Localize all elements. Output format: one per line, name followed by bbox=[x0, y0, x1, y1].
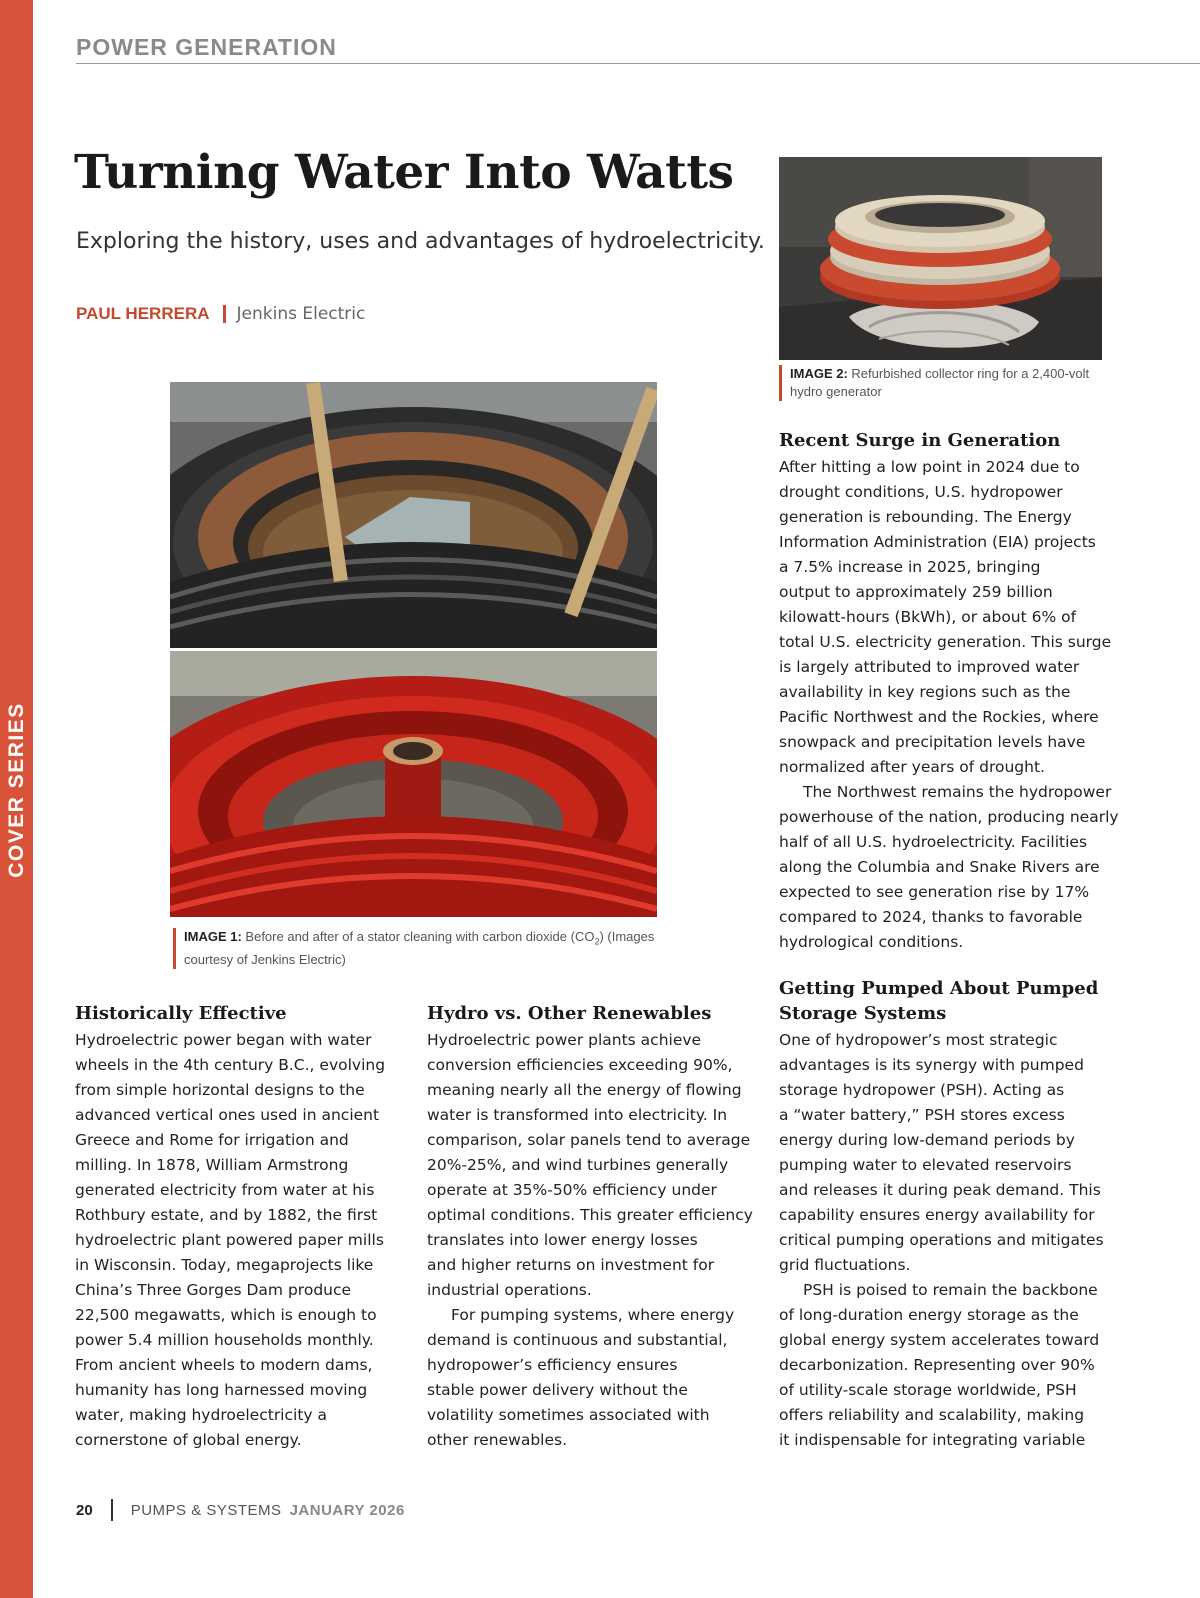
byline-divider bbox=[223, 305, 226, 323]
section-body-pumped-storage bbox=[779, 1028, 1104, 1453]
section-heading-historically-effective: Historically Effective bbox=[75, 1003, 287, 1024]
body-line: along the Columbia and Snake Rivers are bbox=[779, 858, 1100, 876]
body-line: From ancient wheels to modern dams, bbox=[75, 1356, 373, 1374]
page-footer bbox=[76, 1499, 405, 1521]
image1-caption bbox=[173, 928, 673, 969]
body-line: generation is rebounding. The Energy bbox=[779, 508, 1072, 526]
side-label: COVER SERIES bbox=[5, 702, 28, 878]
body-line: expected to see generation rise by 17% bbox=[779, 883, 1090, 901]
body-line: cornerstone of global energy. bbox=[75, 1431, 302, 1449]
body-line: wheels in the 4th century B.C., evolving bbox=[75, 1056, 386, 1074]
author-name: PAUL HERRERA bbox=[76, 304, 210, 323]
body-line: of long-duration energy storage as the bbox=[779, 1306, 1079, 1324]
section-body-hydro-vs-renewables bbox=[427, 1028, 753, 1453]
body-line: snowpack and precipitation levels have bbox=[779, 733, 1086, 751]
image2-caption-line1: Refurbished collector ring for a 2,400-volt bbox=[851, 366, 1090, 381]
body-line: comparison, solar panels tend to average bbox=[427, 1131, 751, 1149]
body-line: decarbonization. Representing over 90% bbox=[779, 1356, 1095, 1374]
body-line: of utility-scale storage worldwide, PSH bbox=[779, 1381, 1077, 1399]
author-company: Jenkins Electric bbox=[236, 304, 366, 324]
body-line: total U.S. electricity generation. This surge bbox=[779, 633, 1112, 651]
body-line: kilowatt-hours (BkWh), or about 6% of bbox=[779, 608, 1077, 626]
body-line: hydroelectric plant powered paper mills bbox=[75, 1231, 384, 1249]
article-subtitle: Exploring the history, uses and advantages of hydroelectricity. bbox=[76, 229, 765, 254]
heading-line: Getting Pumped About Pumped bbox=[779, 978, 1099, 999]
body-line: powerhouse of the nation, producing nearly bbox=[779, 808, 1119, 826]
body-line: hydrological conditions. bbox=[779, 933, 964, 951]
byline bbox=[76, 304, 365, 324]
body-line: 20%-25%, and wind turbines generally bbox=[427, 1156, 729, 1174]
body-line: storage hydropower (PSH). Acting as bbox=[779, 1081, 1065, 1099]
heading-line: Storage Systems bbox=[779, 1003, 947, 1024]
body-line: availability in key regions such as the bbox=[779, 683, 1071, 701]
body-line: milling. In 1878, William Armstrong bbox=[75, 1156, 349, 1174]
body-line: PSH is poised to remain the backbone bbox=[803, 1281, 1098, 1299]
body-line: from simple horizontal designs to the bbox=[75, 1081, 365, 1099]
page-number: 20 bbox=[76, 1501, 93, 1519]
stator-after-photo bbox=[170, 651, 657, 917]
body-line: advanced vertical ones used in ancient bbox=[75, 1106, 380, 1124]
section-body-recent-surge bbox=[779, 455, 1119, 955]
body-line: Rothbury estate, and by 1882, the first bbox=[75, 1206, 378, 1224]
section-heading-recent-surge: Recent Surge in Generation bbox=[779, 430, 1061, 451]
body-line: Information Administration (EIA) projects bbox=[779, 533, 1096, 551]
body-line: translates into lower energy losses bbox=[427, 1231, 698, 1249]
body-line: energy during low-demand periods by bbox=[779, 1131, 1075, 1149]
body-line: half of all U.S. hydroelectricity. Facilities bbox=[779, 833, 1088, 851]
footer-divider bbox=[111, 1499, 113, 1521]
image1-caption-line1: Before and after of a stator cleaning with carbon dioxide (CO bbox=[245, 929, 595, 944]
body-line: Hydroelectric power plants achieve bbox=[427, 1031, 702, 1049]
body-line: it indispensable for integrating variable bbox=[779, 1431, 1086, 1449]
body-line: operate at 35%-50% efficiency under bbox=[427, 1181, 717, 1199]
body-line: optimal conditions. This greater efficiency bbox=[427, 1206, 753, 1224]
body-line: capability ensures energy availability for bbox=[779, 1206, 1095, 1224]
section-body-historically-effective bbox=[75, 1028, 385, 1453]
body-line: Pacific Northwest and the Rockies, where bbox=[779, 708, 1099, 726]
section-rule bbox=[76, 63, 1200, 64]
body-line: offers reliability and scalability, making bbox=[779, 1406, 1085, 1424]
body-line: conversion efficiencies exceeding 90%, bbox=[427, 1056, 733, 1074]
body-line: generated electricity from water at his bbox=[75, 1181, 375, 1199]
body-line: output to approximately 259 billion bbox=[779, 583, 1053, 601]
body-line: normalized after years of drought. bbox=[779, 758, 1045, 776]
body-line: hydropower’s efficiency ensures bbox=[427, 1356, 678, 1374]
body-line: 22,500 megawatts, which is enough to bbox=[75, 1306, 377, 1324]
image1-caption-line2: courtesy of Jenkins Electric) bbox=[184, 951, 346, 967]
stator-before-photo bbox=[170, 382, 657, 648]
body-line: The Northwest remains the hydropower bbox=[803, 783, 1112, 801]
body-line: For pumping systems, where energy bbox=[451, 1306, 735, 1324]
article-title: Turning Water Into Watts bbox=[74, 145, 734, 200]
collector-ring-photo bbox=[779, 157, 1102, 360]
body-line: a 7.5% increase in 2025, bringing bbox=[779, 558, 1041, 576]
body-line: other renewables. bbox=[427, 1431, 568, 1449]
body-line: grid fluctuations. bbox=[779, 1256, 911, 1274]
body-line: a “water battery,” PSH stores excess bbox=[779, 1106, 1065, 1124]
body-line: power 5.4 million households monthly. bbox=[75, 1331, 374, 1349]
body-line: Greece and Rome for irrigation and bbox=[75, 1131, 349, 1149]
body-line: pumping water to elevated reservoirs bbox=[779, 1156, 1072, 1174]
image2-label: IMAGE 2: bbox=[790, 366, 848, 381]
body-line: critical pumping operations and mitigates bbox=[779, 1231, 1104, 1249]
section-heading-hydro-vs-renewables: Hydro vs. Other Renewables bbox=[427, 1003, 712, 1024]
image2-caption-line2: hydro generator bbox=[790, 384, 882, 399]
body-line: China’s Three Gorges Dam produce bbox=[75, 1281, 352, 1299]
image2-caption bbox=[779, 365, 1109, 401]
body-line: advantages is its synergy with pumped bbox=[779, 1056, 1084, 1074]
body-line: After hitting a low point in 2024 due to bbox=[779, 458, 1080, 476]
body-line: drought conditions, U.S. hydropower bbox=[779, 483, 1063, 501]
body-line: in Wisconsin. Today, megaprojects like bbox=[75, 1256, 374, 1274]
body-line: and releases it during peak demand. This bbox=[779, 1181, 1101, 1199]
section-heading-pumped-storage bbox=[779, 976, 1098, 1026]
image1-caption-subscript: 2 bbox=[594, 936, 600, 947]
side-bar bbox=[0, 0, 33, 1598]
body-line: and higher returns on investment for bbox=[427, 1256, 715, 1274]
body-line: Hydroelectric power began with water bbox=[75, 1031, 372, 1049]
body-line: global energy system accelerates toward bbox=[779, 1331, 1100, 1349]
body-line: demand is continuous and substantial, bbox=[427, 1331, 728, 1349]
body-line: compared to 2024, thanks to favorable bbox=[779, 908, 1083, 926]
body-line: water, making hydroelectricity a bbox=[75, 1406, 327, 1424]
body-line: is largely attributed to improved water bbox=[779, 658, 1080, 676]
body-line: stable power delivery without the bbox=[427, 1381, 688, 1399]
magazine-name: PUMPS & SYSTEMS bbox=[130, 1501, 282, 1519]
body-line: meaning nearly all the energy of flowing bbox=[427, 1081, 742, 1099]
body-line: humanity has long harnessed moving bbox=[75, 1381, 368, 1399]
image1-caption-line1-end: ) (Images bbox=[599, 929, 655, 944]
issue-date: JANUARY 2026 bbox=[289, 1501, 405, 1519]
body-line: One of hydropower’s most strategic bbox=[779, 1031, 1058, 1049]
body-line: volatility sometimes associated with bbox=[427, 1406, 710, 1424]
section-header: POWER GENERATION bbox=[76, 34, 337, 60]
body-line: water is transformed into electricity. In bbox=[427, 1106, 728, 1124]
image1-label: IMAGE 1: bbox=[184, 929, 242, 944]
body-line: industrial operations. bbox=[427, 1281, 592, 1299]
